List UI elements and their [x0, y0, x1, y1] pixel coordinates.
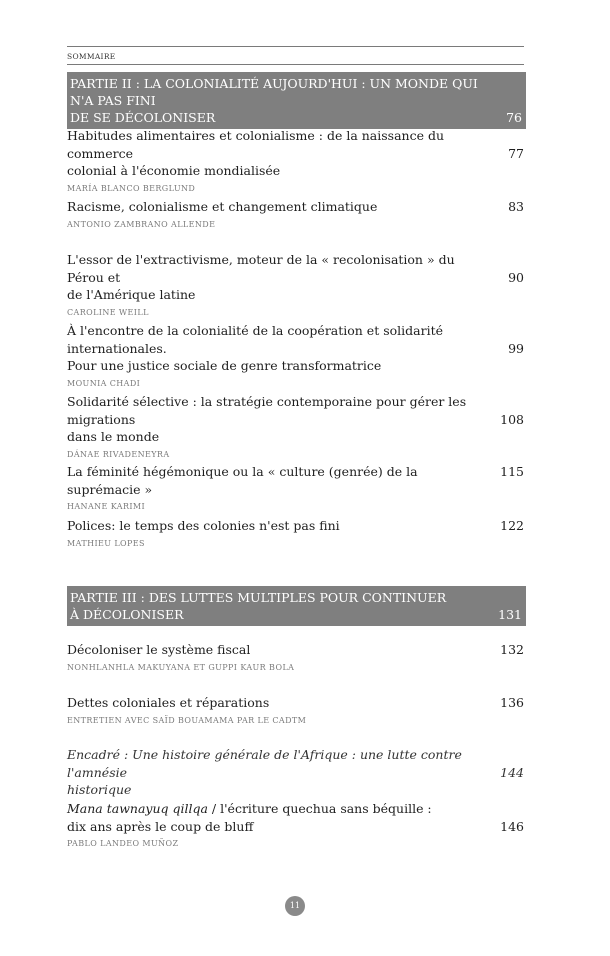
entry-title: Habitudes alimentaires et colonialisme : de la naissance du commerce colonial à l'économie mondialisée	[67, 128, 445, 178]
entry-author: MARÍA BLANCO BERGLUND	[67, 183, 196, 193]
entry-page: 144	[500, 764, 524, 780]
toc-entry	[67, 694, 524, 725]
toc-entry	[67, 463, 524, 511]
entry-author: MATHIEU LOPES	[67, 538, 145, 548]
toc-entry-boxed	[67, 746, 524, 799]
entry-page: 108	[500, 411, 524, 427]
entry-title: Encadré : Une histoire générale de l'Afrique : une lutte contre l'amnésie historique	[67, 747, 462, 797]
toc-entry	[67, 251, 524, 317]
entry-title: Dettes coloniales et réparations	[67, 695, 270, 710]
top-rule	[67, 46, 524, 47]
entry-title: Polices: le temps des colonies n'est pas fini	[67, 518, 340, 533]
entry-page: 99	[508, 340, 524, 356]
header-rule	[67, 64, 524, 65]
entry-page: 77	[508, 145, 524, 161]
entry-title: Mana tawnayuq qillqa / l'écriture quechua sans béquille : dix ans après le coup de bluff	[67, 801, 432, 834]
part-page-number: 131	[498, 607, 522, 622]
entry-page: 115	[500, 464, 524, 479]
toc-entry	[67, 322, 524, 388]
entry-author: MOUNIA CHADI	[67, 378, 141, 388]
part-heading	[67, 586, 526, 626]
entry-author: PABLO LANDEO MUÑOZ	[67, 839, 179, 848]
part-title-line: DE SE DÉCOLONISER	[70, 110, 216, 125]
section-header-label: SOMMAIRE	[67, 52, 116, 61]
part-title-line: À DÉCOLONISER	[70, 607, 184, 622]
entry-title: Décoloniser le système fiscal	[67, 642, 251, 657]
toc-entry	[67, 198, 524, 229]
part-title-line: PARTIE II : LA COLONIALITÉ AUJOURD'HUI : UN MONDE QUI N'A PAS FINI	[70, 76, 478, 108]
entry-page: 122	[500, 518, 524, 533]
part-title-line: PARTIE III : DES LUTTES MULTIPLES POUR CONTINUER	[70, 590, 447, 605]
entry-author: NONHLANHLA MAKUYANA ET GUPPI KAUR BOLA	[67, 662, 295, 672]
toc-entry	[67, 393, 524, 459]
entry-title: L'essor de l'extractivisme, moteur de la « recolonisation » du Pérou et de l'Amérique latine	[67, 252, 455, 302]
entry-page: 146	[500, 818, 524, 834]
part-heading	[67, 72, 526, 129]
entry-author: CAROLINE WEILL	[67, 307, 149, 317]
part-page-number: 76	[506, 110, 522, 125]
toc-entry	[67, 517, 524, 548]
entry-page: 136	[500, 695, 524, 710]
entry-title: Racisme, colonialisme et changement climatique	[67, 199, 378, 214]
toc-entry	[67, 800, 524, 848]
entry-page: 132	[500, 642, 524, 657]
entry-title: La féminité hégémonique ou la « culture (genrée) de la suprémacie »	[67, 464, 418, 497]
entry-title: À l'encontre de la colonialité de la coopération et solidarité internationales. Pour une justice sociale de genre transformatrice	[67, 323, 443, 373]
entry-author: HANANE KARIMI	[67, 502, 146, 511]
entry-title: Solidarité sélective : la stratégie contemporaine pour gérer les migrations dans le monde	[67, 394, 467, 444]
entry-page: 90	[508, 269, 524, 285]
entry-page: 83	[508, 199, 524, 214]
entry-author: DÁNAE RIVADENEYRA	[67, 449, 170, 459]
toc-entry	[67, 127, 524, 193]
entry-author: ENTRETIEN AVEC SAÏD BOUAMAMA PAR LE CADTM	[67, 715, 307, 725]
entry-author: ANTONIO ZAMBRANO ALLENDE	[67, 219, 216, 229]
toc-entry	[67, 641, 524, 672]
page-number-badge: 11	[285, 896, 305, 916]
